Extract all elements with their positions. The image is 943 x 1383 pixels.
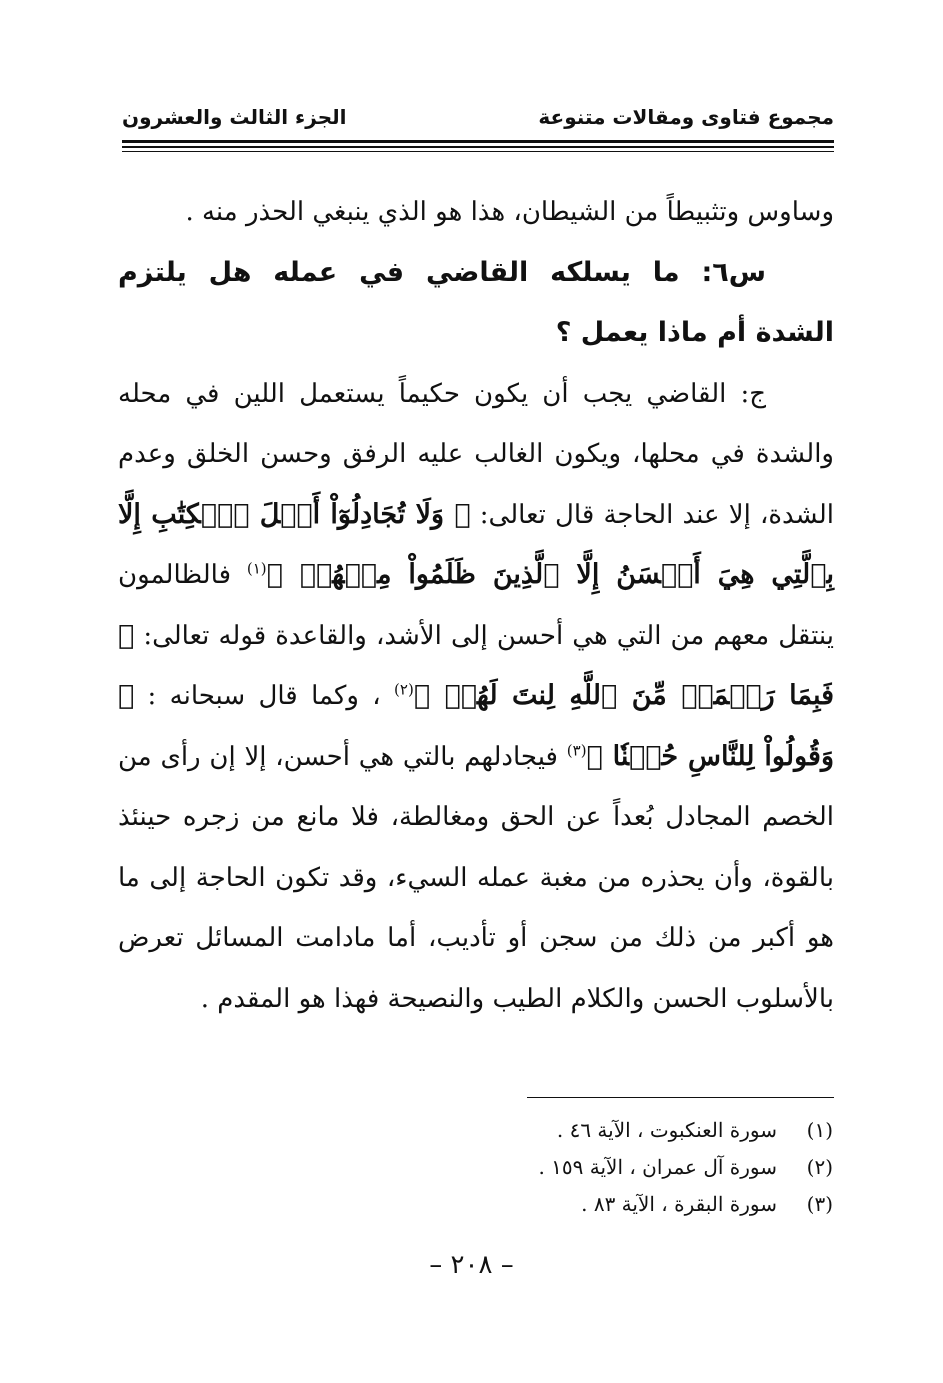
header-rule-thin [122,151,834,152]
footnotes [413,1112,833,1223]
footnote-ref-2[interactable]: (٢) [394,680,414,699]
answer-text-4: فيجادلهم بالتي هي أحسن، إلا إن رأى من الخصم المجادل بُعداً عن الحق ومغالطة، فلا مانع من زجره حينئذ بالقوة، وأن يحذره من مغبة عمله السيء، وقد تكون الحاجة إلى ما هو أكبر من ذلك من سجن أو تأديب، أما مادامت المسائل تعرض بالأسلوب الحسن والكلام الطيب والنصيحة فهذا هو المقدم . [118,741,834,1014]
book-title: مجموع فتاوى ومقالات متنوعة [538,105,834,129]
footnote-number: (٣) [806,1192,833,1216]
answer-label: ج: [740,378,766,409]
main-text [118,182,834,1029]
footnote-text: سورة البقرة ، الآية ٨٣ . [581,1192,777,1216]
volume-label: الجزء الثالث والعشرون [122,105,347,129]
footnote-ref-3[interactable]: (٣) [566,740,587,759]
answer-text-3: ، وكما قال سبحانه : [147,681,381,711]
header-rule-middle [122,146,834,148]
page-number: – ٢٠٨ – [429,1250,514,1280]
quran-verse-2: ﴿ فَبِمَا رَحۡمَةٖ مِّنَ ٱللَّهِ لِنتَ لَهُمۡ ﴾ [118,619,835,711]
footnote-separator [527,1097,834,1098]
question-heading: س٦: ما يسلكه القاضي في عمله هل يلتزم الشدة أم ماذا يعمل ؟ [118,256,834,348]
continuation-paragraph: وساوس وتثبيطاً من الشيطان، هذا هو الذي ينبغي الحذر منه . [185,197,834,227]
answer-paragraph [118,364,834,1030]
footnote-number: (٢) [806,1155,833,1179]
footnote-item [413,1112,833,1149]
footnote-item [413,1186,833,1223]
quran-verse-3: ﴿ وَقُولُواْ لِلنَّاسِ حُسۡنٗا ﴾ [118,680,834,772]
footnote-text: سورة العنكبوت ، الآية ٤٦ . [556,1118,777,1142]
quran-verse-1: ﴿ وَلَا تُجَادِلُوٓاْ أَهۡلَ ٱلۡكِتَٰبِ إِلَّا بِٱلَّتِي هِيَ أَحۡسَنُ إِلَّا ٱلَّذِينَ ظَلَمُواْ مِنۡهُمۡ ﴾ [118,498,835,590]
answer-text-1: القاضي يجب أن يكون حكيماً يستعمل اللين في محله والشدة في محلها، ويكون الغالب عليه الرفق وحسن الخلق وعدم الشدة، إلا عند الحاجة قال تعالى: [118,378,834,530]
page-header [122,100,834,134]
footnote-number: (١) [806,1118,833,1142]
header-rule-thick [122,140,834,143]
footnote-text: سورة آل عمران ، الآية ١٥٩ . [538,1155,777,1179]
footnote-item [413,1149,833,1186]
answer-text-2: فالظالمون ينتقل معهم من التي هي أحسن إلى الأشد، والقاعدة قوله تعالى: [118,560,834,651]
footnote-ref-1[interactable]: (١) [246,559,267,578]
